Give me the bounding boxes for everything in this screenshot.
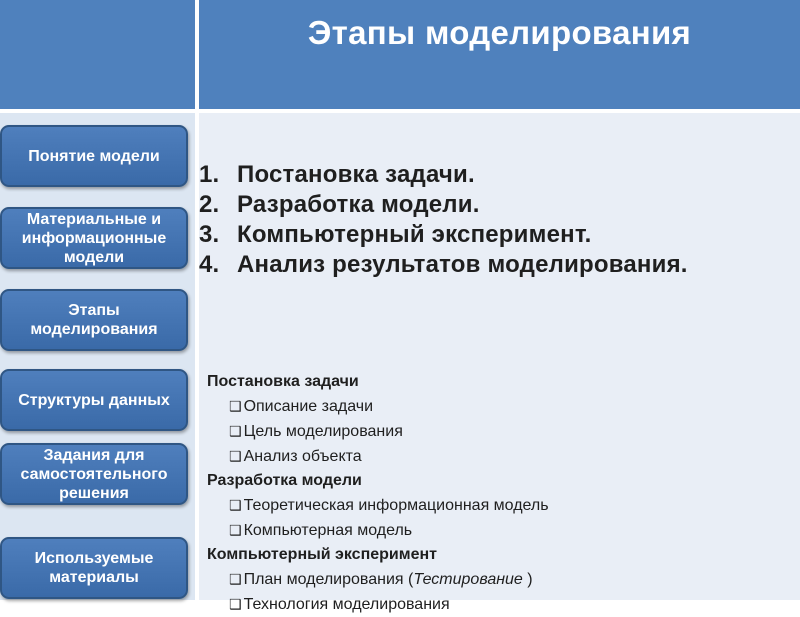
checkbox-bullet-icon: ❑ bbox=[229, 448, 242, 464]
item-text: Компьютерный эксперимент. bbox=[237, 221, 592, 248]
sidebar-item-self-study-tasks[interactable] bbox=[0, 443, 188, 505]
detail-item-text: Теоретическая информационная модель bbox=[243, 497, 549, 514]
list-item bbox=[199, 190, 789, 220]
list-item bbox=[199, 250, 789, 280]
checkbox-bullet-icon: ❑ bbox=[229, 571, 242, 587]
detail-item bbox=[207, 394, 797, 419]
detail-item bbox=[207, 592, 797, 617]
detail-item bbox=[207, 493, 797, 518]
detail-item-text: Цель моделирования bbox=[243, 423, 403, 440]
item-number: 4. bbox=[199, 251, 220, 278]
detail-item-text: Технология моделирования bbox=[243, 596, 450, 613]
checkbox-bullet-icon: ❑ bbox=[229, 423, 242, 439]
item-text: Разработка модели. bbox=[237, 191, 480, 218]
item-text: Анализ результатов моделирования. bbox=[237, 251, 688, 278]
sidebar-nav bbox=[0, 113, 197, 600]
header-left-cell bbox=[0, 0, 197, 111]
sidebar-item-model-concept[interactable] bbox=[0, 125, 188, 187]
sidebar-item-label: Используемые материалы bbox=[34, 550, 154, 586]
sidebar-item-data-structures[interactable] bbox=[0, 369, 188, 431]
checkbox-bullet-icon: ❑ bbox=[229, 398, 242, 414]
stage-details bbox=[207, 370, 797, 617]
detail-item-text: План моделирования ( bbox=[243, 571, 414, 588]
detail-item bbox=[207, 518, 797, 543]
list-item bbox=[199, 160, 789, 190]
detail-item-text: Анализ объекта bbox=[243, 448, 362, 465]
sidebar-item-label: Понятие модели bbox=[28, 147, 160, 165]
sidebar-item-label: Структуры данных bbox=[18, 391, 170, 409]
sidebar-item-used-materials[interactable] bbox=[0, 537, 188, 599]
sidebar-item-label: Материальные и информационные модели bbox=[21, 210, 167, 266]
detail-group-title: Разработка модели bbox=[207, 472, 362, 489]
sidebar-item-modeling-stages[interactable] bbox=[0, 289, 188, 351]
detail-group-title: Компьютерный эксперимент bbox=[207, 546, 437, 563]
detail-item bbox=[207, 567, 797, 592]
stages-list bbox=[199, 160, 789, 280]
detail-item bbox=[207, 419, 797, 444]
item-number: 1. bbox=[199, 161, 220, 188]
detail-group-title: Постановка задачи bbox=[207, 373, 359, 390]
item-number: 2. bbox=[199, 191, 220, 218]
page-title: Этапы моделирования bbox=[307, 14, 692, 51]
checkbox-bullet-icon: ❑ bbox=[229, 522, 242, 538]
checkbox-bullet-icon: ❑ bbox=[229, 596, 242, 612]
list-item bbox=[199, 220, 789, 250]
item-number: 3. bbox=[199, 221, 220, 248]
item-text: Постановка задачи. bbox=[237, 161, 475, 188]
detail-item-text: ) bbox=[522, 571, 533, 588]
detail-item bbox=[207, 444, 797, 469]
detail-item-text: Описание задачи bbox=[243, 398, 374, 415]
sidebar-item-label: Этапы моделирования bbox=[30, 302, 158, 338]
detail-item-text: Компьютерная модель bbox=[243, 522, 413, 539]
main-content bbox=[199, 113, 800, 613]
sidebar-item-label: Задания для самостоятельного решения bbox=[20, 446, 168, 502]
header-title-cell bbox=[199, 0, 800, 111]
sidebar-item-material-info-models[interactable] bbox=[0, 207, 188, 269]
detail-item-emphasis: Тестирование bbox=[413, 571, 523, 588]
checkbox-bullet-icon: ❑ bbox=[229, 497, 242, 513]
